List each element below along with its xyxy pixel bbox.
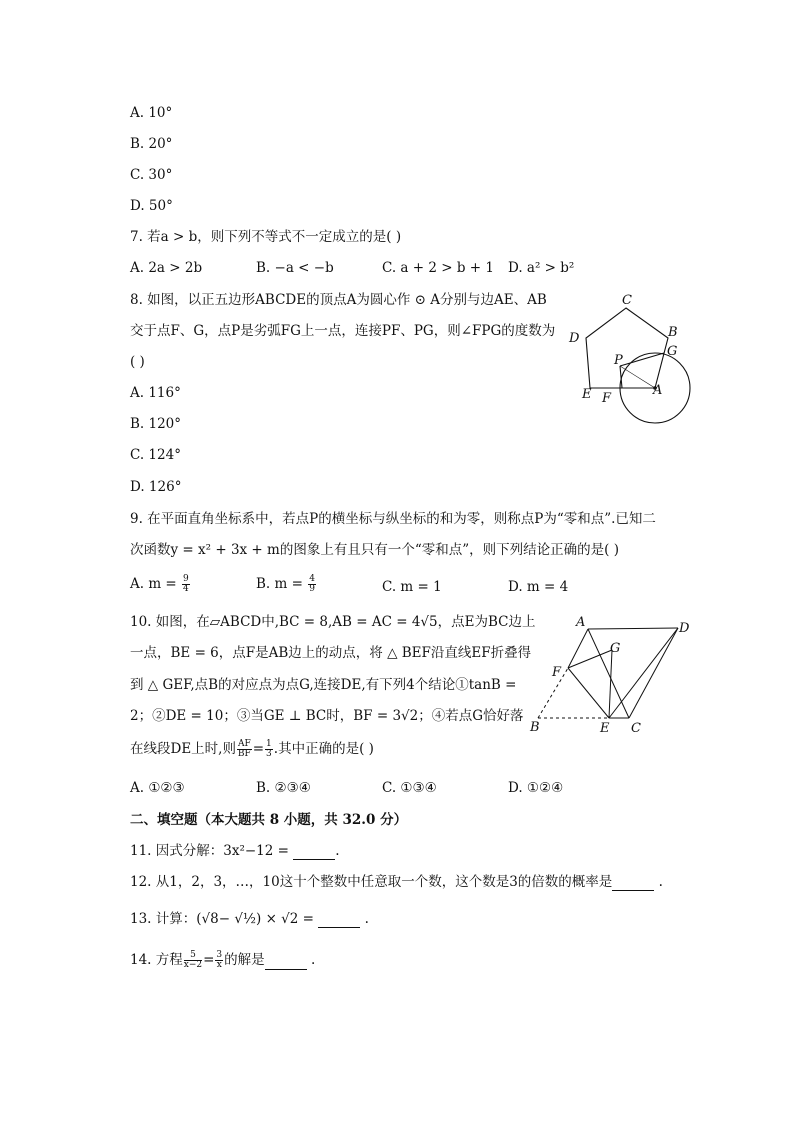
q10-option-c: C. ①③④ (382, 780, 437, 796)
q7-option-c: C. a + 2 > b + 1 (382, 260, 494, 276)
segment-pa (620, 366, 655, 388)
q9-b-num: 4 (309, 574, 315, 584)
q9-option-a (130, 575, 191, 594)
q14-end: . (310, 952, 316, 968)
q9-stem-line1: 9. 在平面直角坐标系中，若点P的横坐标与纵坐标的和为零，则称点P为“零和点”.已知二 (130, 511, 656, 527)
q8-stem-line2: 交于点F、G，点P是劣弧FG上一点，连接PF、PG，则∠FPG的度数为 (130, 323, 556, 339)
q9-a-prefix: A. m = (130, 576, 177, 592)
q6-option-b: B. 20° (130, 136, 173, 152)
q9-b-prefix: B. m = (256, 576, 303, 592)
q10-stem-line3: 到 △ GEF,点B的对应点为点G,连接DE,有下列4个结论①tanB = (130, 677, 517, 693)
q14-pre: 14. 方程 (130, 952, 183, 968)
label-b: B (530, 720, 540, 735)
q10-line5-post: .其中正确的是( ) (273, 741, 374, 757)
q9-stem-line2: 次函数y = x² + 3x + m的图象上有且只有一个“零和点”，则下列结论正确的是( ) (130, 542, 619, 558)
q14-answer-blank[interactable] (265, 955, 307, 970)
q14-den2: x (216, 960, 222, 970)
q13-line (130, 910, 369, 928)
q12-end: . (658, 874, 663, 890)
label-d: D (679, 621, 690, 636)
q14-fraction-2 (215, 951, 223, 970)
q10-stem-line1: 10. 如图，在▱ABCD中,BC = 8,AB = AC = 4√5，点E为BC边上 (130, 614, 536, 630)
q10-af: AF (237, 739, 251, 749)
label-c: C (622, 293, 632, 308)
q9-a-fraction (182, 575, 190, 594)
q10-stem-line4: 2；②DE = 10；③当GE ⊥ BC时，BF = 3√2；④若点G恰好落 (130, 708, 524, 724)
q7-option-b: B. −a < −b (256, 260, 334, 276)
q8-option-a: A. 116° (130, 385, 181, 401)
q9-option-b (256, 575, 317, 594)
q10-parallelogram-figure (526, 610, 696, 740)
q8-stem-line3: ( ) (130, 354, 145, 370)
q12-answer-blank[interactable] (612, 876, 654, 891)
q10-line5-eq: = (252, 741, 265, 757)
q7-option-d: D. a² > b² (508, 260, 575, 276)
label-b: B (668, 325, 678, 340)
label-g: G (667, 344, 678, 359)
q14-den1: x−2 (183, 960, 203, 970)
q13-end: . (364, 911, 369, 927)
label-e: E (600, 721, 610, 736)
segment-dc (629, 628, 678, 718)
label-c: C (631, 721, 641, 736)
section-2-heading: 二、填空题（本大题共 8 小题，共 32.0 分） (130, 812, 408, 828)
segment-ac (588, 629, 629, 718)
q13-answer-blank[interactable] (318, 913, 360, 928)
q7-option-a: A. 2a > 2b (130, 260, 203, 276)
q14-num2: 3 (216, 950, 223, 960)
q10-stem-line2: 一点，BE = 6，点F是AB边上的动点，将 △ BEF沿直线EF折叠得 (130, 645, 532, 661)
q11-text: 11. 因式分解：3x²−12 = (130, 843, 289, 859)
q10-one: 1 (266, 739, 272, 749)
segment-fg (568, 650, 612, 668)
q10-option-d: D. ①②④ (508, 780, 564, 796)
q10-fraction-one-third (265, 740, 273, 759)
q7-stem: 7. 若a > b，则下列不等式不一定成立的是( ) (130, 229, 402, 245)
q10-stem-line5 (130, 740, 374, 759)
q6-option-a: A. 10° (130, 105, 173, 121)
q10-three: 3 (266, 749, 272, 759)
segment-fa (568, 629, 588, 668)
label-p: P (614, 353, 623, 368)
label-a: A (576, 615, 586, 630)
q14-fraction-1 (184, 951, 202, 970)
q12-line (130, 873, 663, 891)
q14-num1: 5 (184, 951, 202, 961)
q10-line5-pre: 在线段DE上时,则 (130, 741, 236, 757)
label-g: G (610, 641, 621, 656)
q9-option-d: D. m = 4 (508, 579, 569, 595)
q9-a-den: 4 (183, 584, 189, 594)
q11-answer-blank[interactable] (293, 845, 335, 860)
label-f: F (602, 391, 612, 406)
q11-end: . (335, 843, 340, 859)
q14-post: 的解是 (224, 952, 265, 968)
q9-b-fraction (308, 575, 316, 594)
q8-stem-line1: 8. 如图，以正五边形ABCDE的顶点A为圆心作 ⊙ A分别与边AE、AB (130, 292, 547, 308)
label-e: E (582, 387, 592, 402)
q8-option-b: B. 120° (130, 416, 182, 432)
q8-option-c: C. 124° (130, 447, 181, 463)
q10-option-a: A. ①②③ (130, 780, 185, 796)
segment-ad (588, 628, 678, 629)
q9-option-c: C. m = 1 (382, 579, 442, 595)
segment-ge (609, 650, 612, 718)
segment-fe (568, 668, 609, 718)
q9-b-den: 9 (309, 584, 315, 594)
label-d: D (569, 331, 580, 346)
q11-line (130, 842, 340, 860)
q6-option-d: D. 50° (130, 198, 173, 214)
q14-line (130, 951, 315, 970)
q13-text: 13. 计算：(√8− √½) × √2 = (130, 911, 314, 927)
pentagon (586, 308, 668, 388)
q10-option-b: B. ②③④ (256, 780, 311, 796)
q8-option-d: D. 126° (130, 479, 182, 495)
q12-text: 12. 从1，2，3，…，10这十个整数中任意取一个数，这个数是3的倍数的概率是 (130, 874, 613, 890)
q8-pentagon-figure (560, 288, 700, 428)
q6-option-c: C. 30° (130, 167, 173, 183)
q10-fraction-af-bf (237, 740, 252, 759)
q10-bf: BF (237, 749, 251, 759)
q9-a-num: 9 (183, 574, 189, 584)
label-f: F (552, 665, 562, 680)
label-a: A (653, 383, 663, 398)
q14-eq: = (203, 952, 215, 968)
